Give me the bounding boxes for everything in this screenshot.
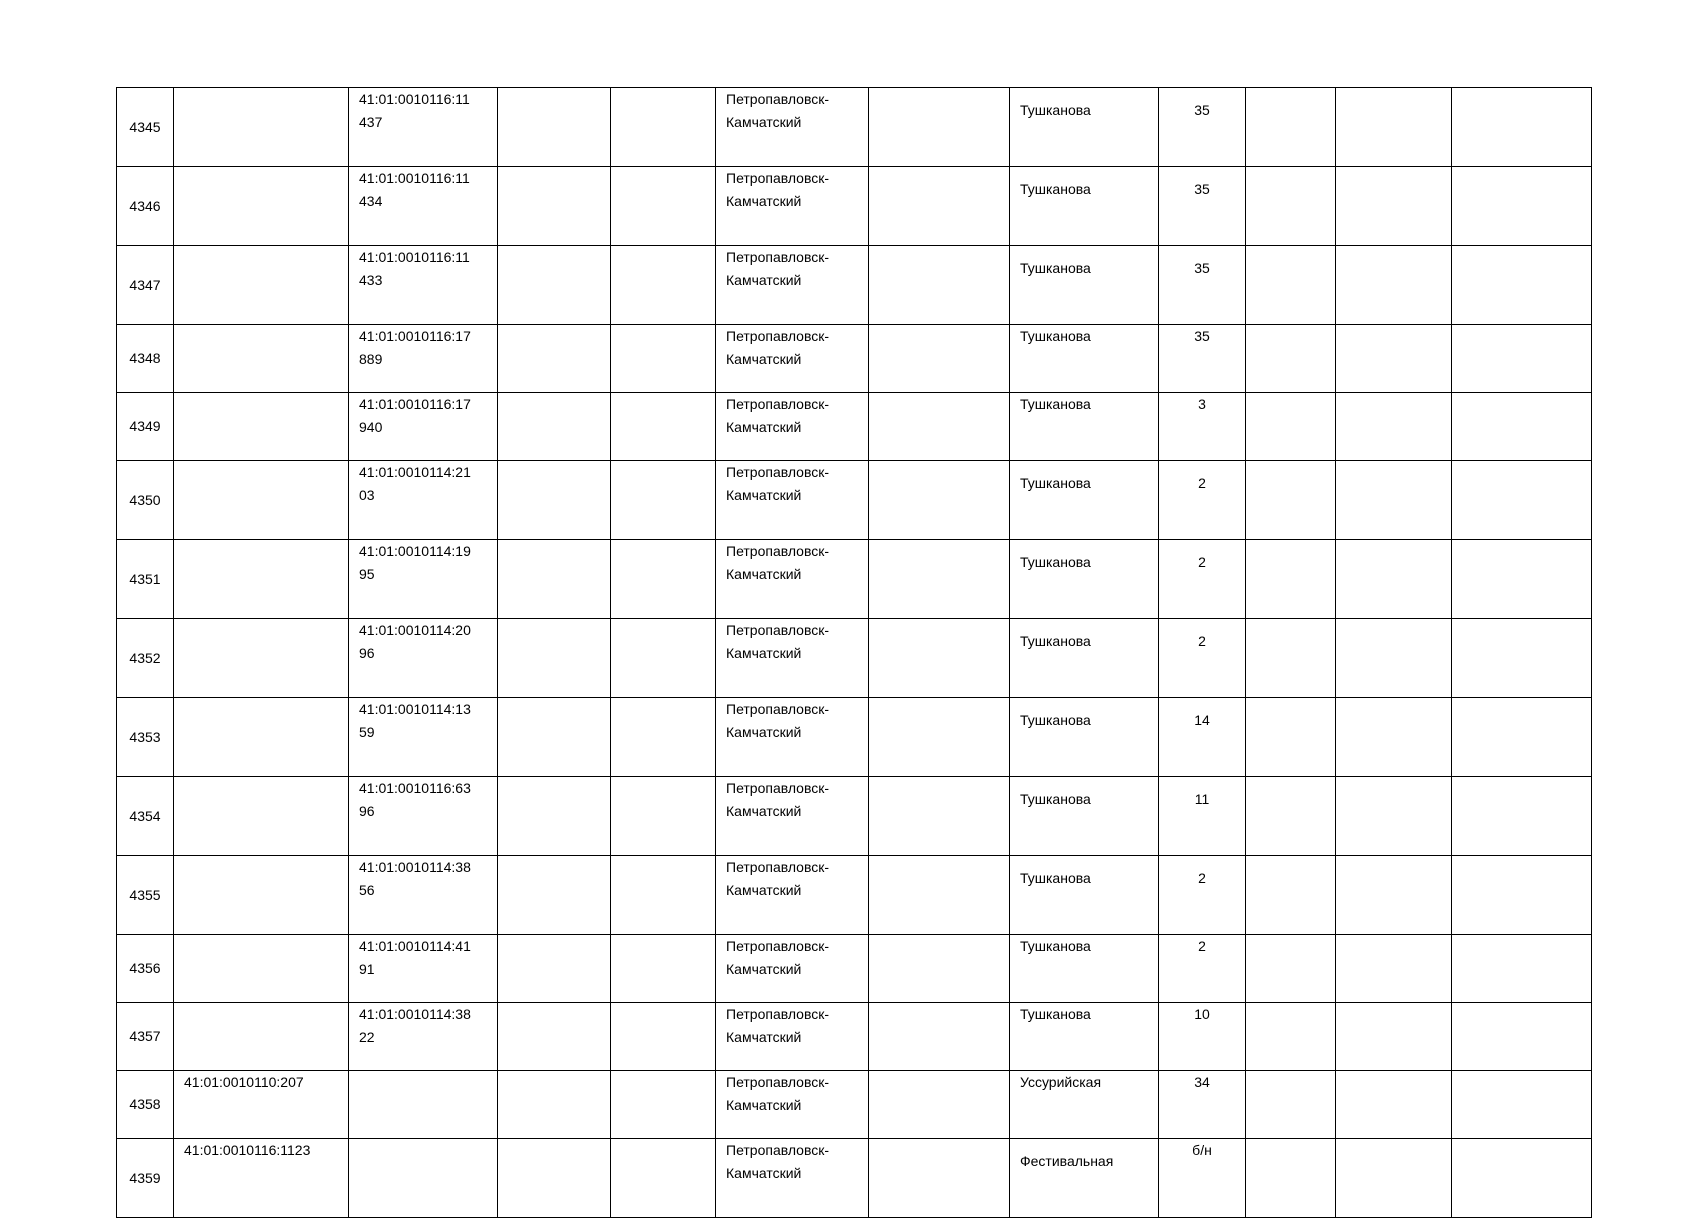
row-number-cell bbox=[117, 540, 174, 619]
city-name: Петропавловск-Камчатский bbox=[726, 1074, 830, 1113]
empty-cell bbox=[498, 935, 611, 1003]
row-number: 4356 bbox=[129, 960, 161, 976]
street-name: Тушканова bbox=[1020, 181, 1091, 197]
cadastral-number: 41:01:0010116:1123 bbox=[184, 1142, 311, 1158]
empty-cell bbox=[869, 246, 1010, 325]
row-number-cell bbox=[117, 935, 174, 1003]
city-name: Петропавловск-Камчатский bbox=[726, 543, 830, 582]
cadastral-number-cell bbox=[174, 1003, 349, 1071]
empty-cell bbox=[1336, 1003, 1452, 1071]
table-row bbox=[117, 619, 1592, 698]
empty-cell bbox=[1452, 1139, 1592, 1218]
row-number: 4348 bbox=[129, 350, 161, 366]
city-name: Петропавловск-Камчатский bbox=[726, 859, 830, 898]
empty-cell bbox=[1246, 88, 1336, 167]
city-name: Петропавловск-Камчатский bbox=[726, 622, 830, 661]
empty-cell bbox=[611, 393, 716, 461]
empty-cell bbox=[1336, 619, 1452, 698]
empty-cell bbox=[1452, 393, 1592, 461]
row-number-cell bbox=[117, 167, 174, 246]
house-cell bbox=[1159, 393, 1246, 461]
empty-cell bbox=[869, 1071, 1010, 1139]
house-cell bbox=[1159, 935, 1246, 1003]
empty-cell bbox=[1452, 167, 1592, 246]
street-name: Тушканова bbox=[1020, 475, 1091, 491]
row-number: 4358 bbox=[129, 1096, 161, 1112]
house-cell bbox=[1159, 619, 1246, 698]
street-name: Тушканова bbox=[1020, 633, 1091, 649]
cadastral-number-cell bbox=[174, 619, 349, 698]
street-name: Тушканова bbox=[1020, 712, 1091, 728]
empty-cell bbox=[1336, 698, 1452, 777]
empty-cell bbox=[869, 540, 1010, 619]
empty-cell bbox=[611, 619, 716, 698]
empty-cell bbox=[498, 777, 611, 856]
city-cell bbox=[716, 856, 869, 935]
house-cell bbox=[1159, 325, 1246, 393]
house-cell bbox=[1159, 88, 1246, 167]
empty-cell bbox=[1336, 325, 1452, 393]
empty-cell bbox=[1452, 1003, 1592, 1071]
cadastral-number-2: 41:01:0010114:4191 bbox=[359, 938, 471, 977]
city-cell bbox=[716, 1071, 869, 1139]
empty-cell bbox=[498, 88, 611, 167]
row-number-cell bbox=[117, 1003, 174, 1071]
table-row bbox=[117, 698, 1592, 777]
row-number-cell bbox=[117, 1139, 174, 1218]
table-row bbox=[117, 935, 1592, 1003]
cadastral-number-2-cell bbox=[349, 540, 498, 619]
row-number-cell bbox=[117, 698, 174, 777]
city-cell bbox=[716, 698, 869, 777]
empty-cell bbox=[1246, 540, 1336, 619]
row-number: 4346 bbox=[129, 197, 161, 214]
cadastral-number-cell bbox=[174, 935, 349, 1003]
empty-cell bbox=[1452, 777, 1592, 856]
city-cell bbox=[716, 325, 869, 393]
house-number: 35 bbox=[1194, 328, 1210, 344]
row-number-cell bbox=[117, 246, 174, 325]
empty-cell bbox=[1336, 856, 1452, 935]
street-cell bbox=[1010, 167, 1159, 246]
cadastral-number-2-cell bbox=[349, 698, 498, 777]
cadastral-number-2-cell bbox=[349, 1071, 498, 1139]
cadastral-number-2: 41:01:0010116:17889 bbox=[359, 328, 471, 367]
row-number-cell bbox=[117, 461, 174, 540]
empty-cell bbox=[869, 935, 1010, 1003]
empty-cell bbox=[1452, 540, 1592, 619]
cadastral-number-2: 41:01:0010116:11437 bbox=[359, 91, 470, 130]
table-row bbox=[117, 540, 1592, 619]
house-number: 35 bbox=[1194, 102, 1210, 118]
cadastral-number-cell bbox=[174, 461, 349, 540]
street-name: Тушканова bbox=[1020, 870, 1091, 886]
city-cell bbox=[716, 1003, 869, 1071]
cadastral-number-2: 41:01:0010116:17940 bbox=[359, 396, 471, 435]
empty-cell bbox=[1452, 1071, 1592, 1139]
house-number: 35 bbox=[1194, 181, 1210, 197]
cadastral-number-2: 41:01:0010114:2096 bbox=[359, 622, 471, 661]
street-cell bbox=[1010, 540, 1159, 619]
table-row bbox=[117, 1071, 1592, 1139]
row-number: 4359 bbox=[129, 1169, 161, 1186]
empty-cell bbox=[1452, 246, 1592, 325]
empty-cell bbox=[1246, 1139, 1336, 1218]
street-cell bbox=[1010, 1071, 1159, 1139]
house-number: 2 bbox=[1198, 938, 1206, 954]
cadastral-number-cell bbox=[174, 246, 349, 325]
street-cell bbox=[1010, 935, 1159, 1003]
empty-cell bbox=[869, 777, 1010, 856]
empty-cell bbox=[498, 698, 611, 777]
empty-cell bbox=[498, 167, 611, 246]
table-row bbox=[117, 856, 1592, 935]
house-cell bbox=[1159, 540, 1246, 619]
empty-cell bbox=[498, 393, 611, 461]
cadastral-number: 41:01:0010110:207 bbox=[184, 1074, 304, 1090]
cadastral-number-2-cell bbox=[349, 1139, 498, 1218]
cadastral-number-2: 41:01:0010114:1995 bbox=[359, 543, 471, 582]
row-number: 4350 bbox=[129, 491, 161, 508]
house-cell bbox=[1159, 856, 1246, 935]
street-cell bbox=[1010, 393, 1159, 461]
street-cell bbox=[1010, 88, 1159, 167]
house-number: б/н bbox=[1192, 1142, 1212, 1158]
empty-cell bbox=[1452, 856, 1592, 935]
city-name: Петропавловск-Камчатский bbox=[726, 170, 830, 209]
empty-cell bbox=[611, 246, 716, 325]
empty-cell bbox=[1246, 856, 1336, 935]
cadastral-number-cell bbox=[174, 777, 349, 856]
street-name: Тушканова bbox=[1020, 1006, 1091, 1022]
street-name: Тушканова bbox=[1020, 396, 1091, 412]
street-name: Тушканова bbox=[1020, 554, 1091, 570]
house-number: 34 bbox=[1194, 1074, 1210, 1090]
empty-cell bbox=[1452, 325, 1592, 393]
empty-cell bbox=[869, 461, 1010, 540]
city-cell bbox=[716, 167, 869, 246]
street-cell bbox=[1010, 777, 1159, 856]
empty-cell bbox=[611, 1003, 716, 1071]
row-number: 4349 bbox=[129, 418, 161, 434]
empty-cell bbox=[1336, 461, 1452, 540]
empty-cell bbox=[869, 1139, 1010, 1218]
cadastral-number-2-cell bbox=[349, 619, 498, 698]
street-cell bbox=[1010, 461, 1159, 540]
street-cell bbox=[1010, 1139, 1159, 1218]
house-number: 3 bbox=[1198, 396, 1206, 412]
house-cell bbox=[1159, 1071, 1246, 1139]
empty-cell bbox=[498, 1071, 611, 1139]
empty-cell bbox=[1336, 393, 1452, 461]
empty-cell bbox=[1336, 1071, 1452, 1139]
city-name: Петропавловск-Камчатский bbox=[726, 938, 830, 977]
street-name: Фестивальная bbox=[1020, 1153, 1114, 1169]
empty-cell bbox=[1246, 461, 1336, 540]
empty-cell bbox=[498, 1003, 611, 1071]
row-number: 4351 bbox=[129, 570, 161, 587]
table-row bbox=[117, 325, 1592, 393]
row-number-cell bbox=[117, 88, 174, 167]
row-number: 4355 bbox=[129, 886, 161, 903]
city-name: Петропавловск-Камчатский bbox=[726, 249, 830, 288]
house-number: 2 bbox=[1198, 633, 1206, 649]
empty-cell bbox=[611, 461, 716, 540]
empty-cell bbox=[869, 619, 1010, 698]
empty-cell bbox=[498, 461, 611, 540]
cadastral-number-2-cell bbox=[349, 935, 498, 1003]
empty-cell bbox=[1336, 167, 1452, 246]
city-cell bbox=[716, 777, 869, 856]
cadastral-number-cell bbox=[174, 856, 349, 935]
house-cell bbox=[1159, 167, 1246, 246]
empty-cell bbox=[1246, 167, 1336, 246]
house-number: 35 bbox=[1194, 260, 1210, 276]
empty-cell bbox=[1452, 619, 1592, 698]
city-cell bbox=[716, 540, 869, 619]
row-number: 4357 bbox=[129, 1028, 161, 1044]
table-body bbox=[117, 88, 1592, 1218]
empty-cell bbox=[1246, 619, 1336, 698]
table-row bbox=[117, 461, 1592, 540]
empty-cell bbox=[1246, 1003, 1336, 1071]
empty-cell bbox=[869, 698, 1010, 777]
street-name: Уссурийская bbox=[1020, 1074, 1102, 1090]
street-name: Тушканова bbox=[1020, 260, 1091, 276]
table-row bbox=[117, 1003, 1592, 1071]
empty-cell bbox=[869, 393, 1010, 461]
empty-cell bbox=[611, 935, 716, 1003]
empty-cell bbox=[869, 1003, 1010, 1071]
house-number: 2 bbox=[1198, 475, 1206, 491]
row-number: 4353 bbox=[129, 728, 161, 745]
row-number: 4352 bbox=[129, 649, 161, 666]
empty-cell bbox=[1452, 88, 1592, 167]
street-cell bbox=[1010, 856, 1159, 935]
cadastral-number-cell bbox=[174, 1071, 349, 1139]
empty-cell bbox=[498, 856, 611, 935]
house-cell bbox=[1159, 246, 1246, 325]
street-cell bbox=[1010, 698, 1159, 777]
cadastral-number-2: 41:01:0010114:1359 bbox=[359, 701, 471, 740]
empty-cell bbox=[611, 777, 716, 856]
empty-cell bbox=[1246, 698, 1336, 777]
empty-cell bbox=[1336, 246, 1452, 325]
cadastral-number-cell bbox=[174, 1139, 349, 1218]
empty-cell bbox=[869, 325, 1010, 393]
empty-cell bbox=[869, 167, 1010, 246]
city-name: Петропавловск-Камчатский bbox=[726, 701, 830, 740]
house-number: 14 bbox=[1194, 712, 1210, 728]
row-number-cell bbox=[117, 393, 174, 461]
cadastral-number-cell bbox=[174, 167, 349, 246]
cadastral-number-2-cell bbox=[349, 167, 498, 246]
cadastral-number-2-cell bbox=[349, 1003, 498, 1071]
table-row bbox=[117, 246, 1592, 325]
city-cell bbox=[716, 935, 869, 1003]
cadastral-number-2-cell bbox=[349, 777, 498, 856]
street-name: Тушканова bbox=[1020, 102, 1091, 118]
empty-cell bbox=[869, 856, 1010, 935]
cadastral-number-cell bbox=[174, 698, 349, 777]
cadastral-number-cell bbox=[174, 393, 349, 461]
house-number: 2 bbox=[1198, 554, 1206, 570]
house-cell bbox=[1159, 1139, 1246, 1218]
row-number: 4345 bbox=[129, 118, 161, 135]
table-row bbox=[117, 777, 1592, 856]
cadastral-number-2: 41:01:0010114:3856 bbox=[359, 859, 471, 898]
table-row bbox=[117, 1139, 1592, 1218]
cadastral-number-2: 41:01:0010116:11434 bbox=[359, 170, 470, 209]
city-cell bbox=[716, 619, 869, 698]
cadastral-number-2: 41:01:0010114:3822 bbox=[359, 1006, 471, 1045]
empty-cell bbox=[498, 1139, 611, 1218]
cadastral-number-cell bbox=[174, 325, 349, 393]
empty-cell bbox=[1336, 88, 1452, 167]
street-cell bbox=[1010, 246, 1159, 325]
row-number-cell bbox=[117, 619, 174, 698]
house-number: 2 bbox=[1198, 870, 1206, 886]
house-cell bbox=[1159, 461, 1246, 540]
empty-cell bbox=[611, 167, 716, 246]
city-name: Петропавловск-Камчатский bbox=[726, 1006, 830, 1045]
cadastral-number-2-cell bbox=[349, 325, 498, 393]
empty-cell bbox=[1246, 393, 1336, 461]
empty-cell bbox=[498, 325, 611, 393]
row-number-cell bbox=[117, 325, 174, 393]
city-name: Петропавловск-Камчатский bbox=[726, 91, 830, 130]
cadastral-number-cell bbox=[174, 88, 349, 167]
city-cell bbox=[716, 461, 869, 540]
empty-cell bbox=[1336, 1139, 1452, 1218]
street-name: Тушканова bbox=[1020, 791, 1091, 807]
empty-cell bbox=[1246, 246, 1336, 325]
house-cell bbox=[1159, 698, 1246, 777]
house-cell bbox=[1159, 777, 1246, 856]
empty-cell bbox=[611, 88, 716, 167]
cadastral-number-2-cell bbox=[349, 88, 498, 167]
cadastral-number-2-cell bbox=[349, 246, 498, 325]
house-cell bbox=[1159, 1003, 1246, 1071]
empty-cell bbox=[1452, 935, 1592, 1003]
cadastral-number-2-cell bbox=[349, 461, 498, 540]
city-name: Петропавловск-Камчатский bbox=[726, 464, 830, 503]
city-cell bbox=[716, 246, 869, 325]
empty-cell bbox=[498, 619, 611, 698]
empty-cell bbox=[611, 540, 716, 619]
street-cell bbox=[1010, 619, 1159, 698]
empty-cell bbox=[1246, 777, 1336, 856]
city-name: Петропавловск-Камчатский bbox=[726, 396, 830, 435]
cadastral-number-cell bbox=[174, 540, 349, 619]
cadastral-number-2: 41:01:0010116:6396 bbox=[359, 780, 471, 819]
empty-cell bbox=[1336, 935, 1452, 1003]
empty-cell bbox=[1246, 1071, 1336, 1139]
house-number: 11 bbox=[1194, 791, 1210, 807]
city-cell bbox=[716, 393, 869, 461]
empty-cell bbox=[611, 1071, 716, 1139]
empty-cell bbox=[1452, 698, 1592, 777]
street-cell bbox=[1010, 325, 1159, 393]
city-cell bbox=[716, 1139, 869, 1218]
empty-cell bbox=[1246, 935, 1336, 1003]
empty-cell bbox=[611, 698, 716, 777]
row-number: 4354 bbox=[129, 807, 161, 824]
empty-cell bbox=[611, 325, 716, 393]
cadastral-number-2: 41:01:0010116:11433 bbox=[359, 249, 470, 288]
city-name: Петропавловск-Камчатский bbox=[726, 1142, 830, 1181]
city-cell bbox=[716, 88, 869, 167]
table-row bbox=[117, 393, 1592, 461]
cadastral-number-2: 41:01:0010114:2103 bbox=[359, 464, 471, 503]
city-name: Петропавловск-Камчатский bbox=[726, 328, 830, 367]
street-name: Тушканова bbox=[1020, 938, 1091, 954]
row-number-cell bbox=[117, 1071, 174, 1139]
cadastral-number-2-cell bbox=[349, 393, 498, 461]
city-name: Петропавловск-Камчатский bbox=[726, 780, 830, 819]
house-number: 10 bbox=[1194, 1006, 1210, 1022]
row-number-cell bbox=[117, 856, 174, 935]
street-name: Тушканова bbox=[1020, 328, 1091, 344]
empty-cell bbox=[1246, 325, 1336, 393]
empty-cell bbox=[1452, 461, 1592, 540]
empty-cell bbox=[611, 856, 716, 935]
row-number-cell bbox=[117, 777, 174, 856]
street-cell bbox=[1010, 1003, 1159, 1071]
empty-cell bbox=[498, 246, 611, 325]
empty-cell bbox=[611, 1139, 716, 1218]
data-table bbox=[116, 87, 1592, 1218]
table-row bbox=[117, 167, 1592, 246]
empty-cell bbox=[869, 88, 1010, 167]
row-number: 4347 bbox=[129, 276, 161, 293]
empty-cell bbox=[498, 540, 611, 619]
cadastral-number-2-cell bbox=[349, 856, 498, 935]
empty-cell bbox=[1336, 540, 1452, 619]
table-row bbox=[117, 88, 1592, 167]
empty-cell bbox=[1336, 777, 1452, 856]
